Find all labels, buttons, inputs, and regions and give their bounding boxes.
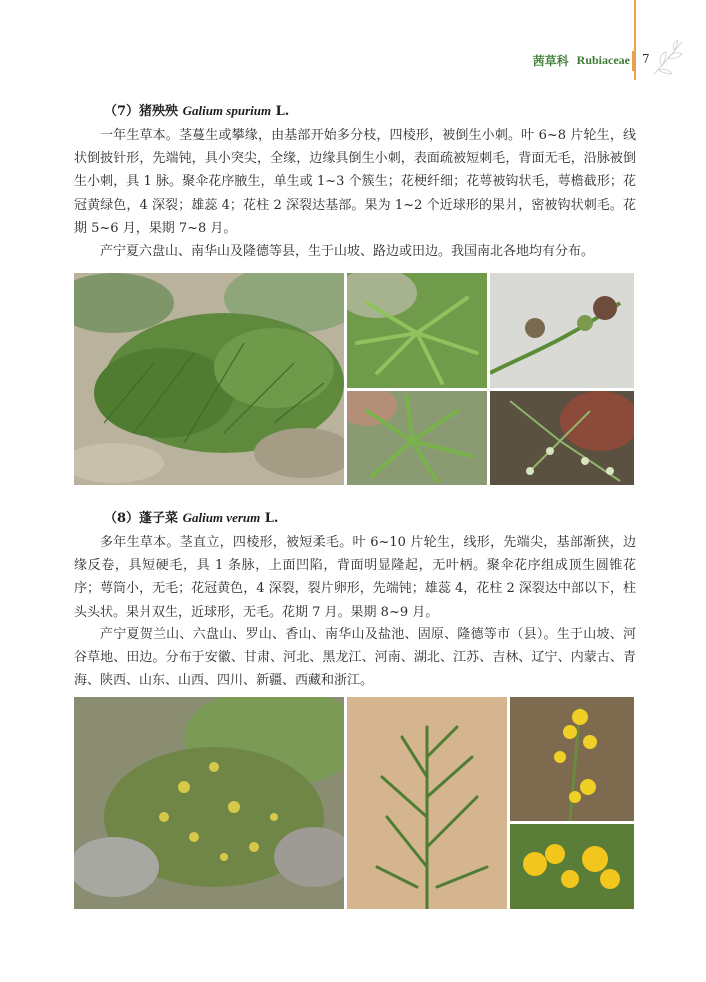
species-number: （7） <box>104 104 140 119</box>
species-distribution: 产宁夏贺兰山、六盘山、罗山、香山、南华山及盐池、固原、隆德等市（县）。生于山坡、河谷草地、田边。分布于安徽、甘肃、河北、黑龙江、河南、湖北、江苏、吉林、辽宁、内蒙古、青海、陕西、山东、山西、四川、新疆、西藏和浙江。 <box>74 627 636 689</box>
species-name-latin: Galium spurium <box>182 103 272 118</box>
photo-galium-spurium-leaves <box>347 273 487 388</box>
species-heading-galium-spurium <box>104 100 289 119</box>
family-name-cn: 茜草科 <box>532 54 569 68</box>
photo-galium-verum-habit <box>74 697 344 909</box>
page-number: 7 <box>642 52 650 66</box>
photo-galium-spurium-whorl <box>347 391 487 485</box>
photo-galium-verum-plant <box>347 697 507 909</box>
photo-galium-spurium-flowers <box>490 391 634 485</box>
photo-galium-spurium-habit <box>74 273 344 485</box>
header-orange-marker <box>632 51 636 71</box>
family-name-en: Rubiaceae <box>576 53 630 67</box>
running-header <box>533 52 630 69</box>
photo-galium-spurium-fruit <box>490 273 634 388</box>
species-heading-galium-verum <box>104 507 278 526</box>
species-name-latin: Galium verum <box>182 510 261 525</box>
species-author: L. <box>275 104 290 119</box>
species-name-cn: 蓬子菜 <box>139 511 179 526</box>
species-distribution: 产宁夏六盘山、南华山及隆德等县，生于山坡、路边或田边。我国南北各地均有分布。 <box>100 244 595 259</box>
photo-galium-verum-inflorescence <box>510 697 634 821</box>
species-description: 一年生草本。茎蔓生或攀缘，由基部开始多分枝，四棱形，被倒生小刺。叶 6~8 片轮生，线状倒披针形，先端钝，具小突尖，全缘，边缘具倒生小刺，表面疏被短刺毛，背面无毛，沿脉被倒生小刺，具 1 脉。聚伞花序腋生，单生或 1~3 个簇生；花梗纤细；花萼被钩状毛，萼檐截形；花冠黄绿色，4 深裂；雄蕊 4；花柱 2 深裂达基部。果为 1~2 个近球形的果爿，密被钩状刺毛。花期 5~6 月，果期 7~8 月。 <box>74 128 636 236</box>
species-author: L. <box>264 511 279 526</box>
leaf-sketch-icon <box>650 38 686 78</box>
species-name-cn: 猪殃殃 <box>139 104 179 119</box>
species-description: 多年生草本。茎直立，四棱形，被短柔毛。叶 6~10 片轮生，线形，先端尖，基部渐狭，边缘反卷，具短硬毛，具 1 条脉，上面凹陷，背面明显隆起，无叶柄。聚伞花序组成顶生圆锥花序；萼筒小，无毛；花冠黄色，4 深裂，裂片卵形，先端钝；雄蕊 4，花柱 2 深裂达中部以下，柱头头状。果爿双生，近球形，无毛。花期 7 月。果期 8~9 月。 <box>74 535 636 620</box>
species-number: （8） <box>104 511 140 526</box>
photo-galium-verum-flowers-closeup <box>510 824 634 909</box>
